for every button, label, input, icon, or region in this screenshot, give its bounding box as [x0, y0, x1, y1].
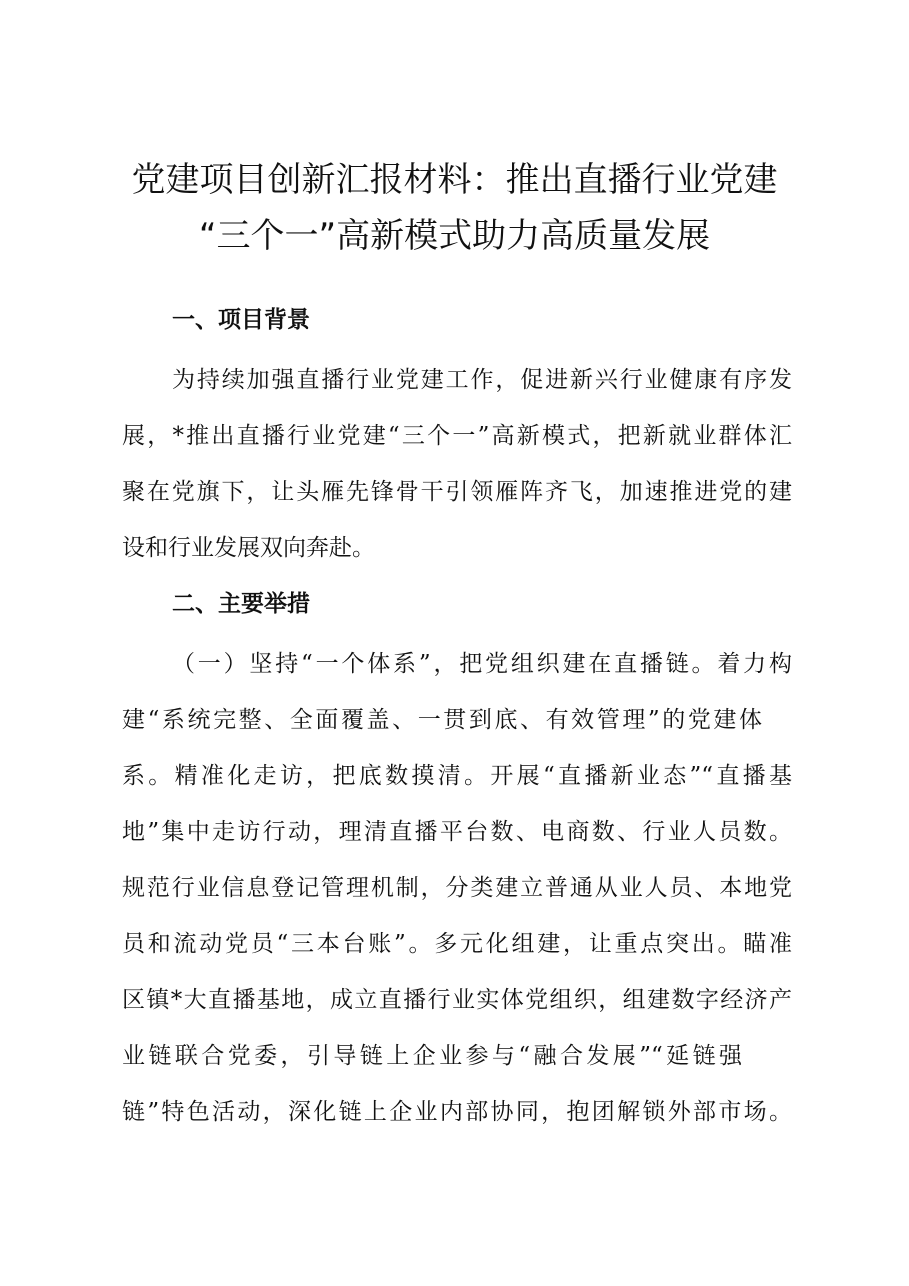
document-title-line-1: 党建项目创新汇报材料：推出直播行业党建 [131, 160, 778, 200]
paragraph-line: 区镇*大直播基地，成立直播行业实体党组织，组建数字经济产 [122, 987, 792, 1013]
paragraph-line: 建“系统完整、全面覆盖、一贯到底、有效管理”的党建体 [122, 707, 762, 733]
paragraph-line: 规范行业信息登记管理机制，分类建立普通从业人员、本地党 [122, 875, 792, 901]
paragraph-line: （一）坚持“一个体系”，把党组织建在直播链。着力构 [172, 651, 792, 677]
section-heading-background: 一、项目背景 [172, 307, 310, 333]
paragraph-line: 地”集中走访行动，理清直播平台数、电商数、行业人员数。 [122, 819, 792, 845]
section-heading-measures: 二、主要举措 [172, 591, 310, 617]
paragraph-line: 链”特色活动，深化链上企业内部协同，抱团解锁外部市场。 [122, 1099, 792, 1125]
paragraph-line: 展，*推出直播行业党建“三个一”高新模式，把新就业群体汇 [122, 423, 792, 449]
paragraph-line: 为持续加强直播行业党建工作，促进新兴行业健康有序发 [172, 367, 792, 393]
paragraph-line: 系。精准化走访，把底数摸清。开展“直播新业态”“直播基 [122, 763, 792, 789]
document-title-line-2: “三个一”高新模式助力高质量发展 [198, 216, 711, 256]
paragraph-line: 聚在党旗下，让头雁先锋骨干引领雁阵齐飞，加速推进党的建 [122, 479, 792, 505]
paragraph-line: 业链联合党委，引导链上企业参与“融合发展”“延链强 [122, 1043, 742, 1069]
paragraph-line: 员和流动党员“三本台账”。多元化组建，让重点突出。瞄准 [122, 931, 792, 957]
paragraph-line: 设和行业发展双向奔赴。 [122, 535, 375, 561]
